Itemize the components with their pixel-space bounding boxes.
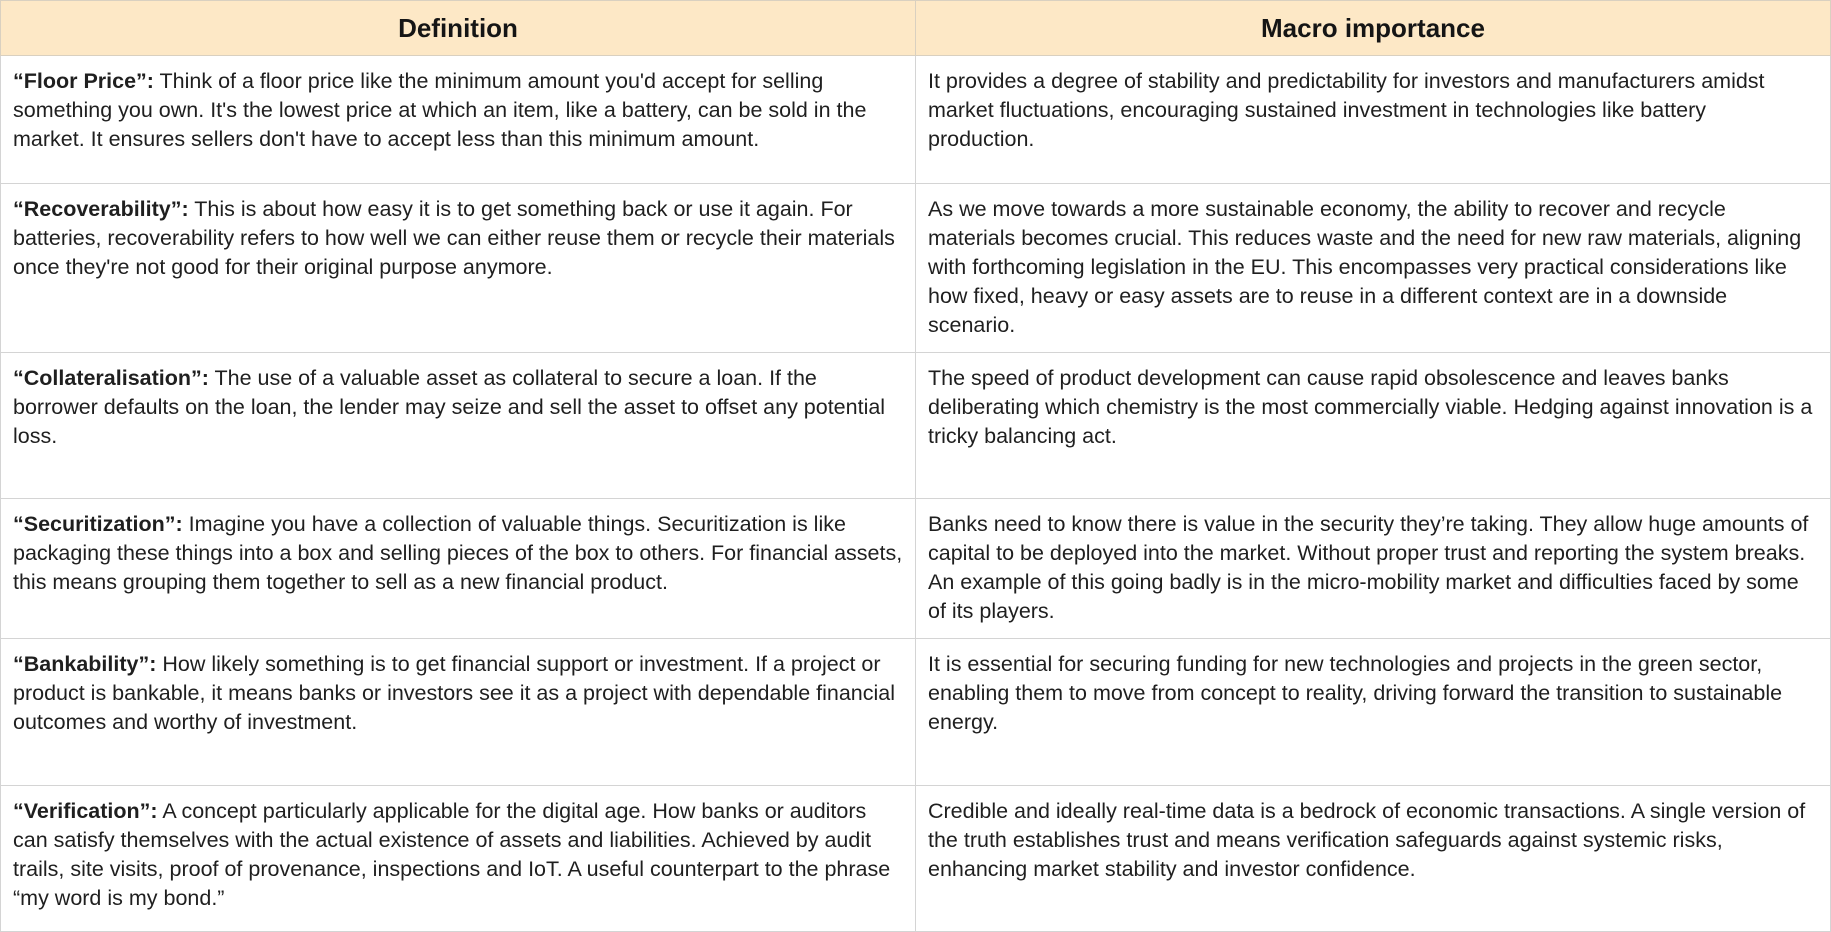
definition-cell [1,56,916,184]
definition-text: The use of a valuable asset as collateral to secure a loan. If the borrower defaults on the loan, the lender may seize and sell the asset to offset any potential loss. [13,366,886,448]
table-row [1,786,1831,932]
macro-importance-cell: Credible and ideally real-time data is a bedrock of economic transactions. A single version of the truth establishes trust and means verification safeguards against systemic risks, enhancing market stability and investor confidence. [916,786,1831,932]
definition-cell [1,786,916,932]
definition-cell [1,184,916,353]
term-label: “Recoverability”: [13,197,189,221]
definition-cell [1,499,916,639]
header-row [1,1,1831,56]
definition-cell [1,353,916,499]
definition-text: This is about how easy it is to get something back or use it again. For batteries, recoverability refers to how well we can either reuse them or recycle their materials once they're not good for their original purpose anymore. [13,197,895,279]
term-label: “Securitization”: [13,512,183,536]
definition-cell [1,639,916,786]
header-macro-importance: Macro importance [916,1,1831,56]
header-definition: Definition [1,1,916,56]
definition-text: A concept particularly applicable for the digital age. How banks or auditors can satisfy themselves with the actual existence of assets and liabilities. Achieved by audit trails, site visits, proof of provenance, inspections and IoT. A useful counterpart to the phrase “my word is my bond.” [13,799,891,910]
table-row [1,56,1831,184]
table-row [1,184,1831,353]
definition-text: Imagine you have a collection of valuable things. Securitization is like packaging these things into a box and selling pieces of the box to others. For financial assets, this means grouping them together to sell as a new financial product. [13,512,903,594]
macro-importance-cell: The speed of product development can cause rapid obsolescence and leaves banks deliberating which chemistry is the most commercially viable. Hedging against innovation is a tricky balancing act. [916,353,1831,499]
table-row [1,353,1831,499]
macro-importance-cell: Banks need to know there is value in the security they’re taking. They allow huge amounts of capital to be deployed into the market. Without proper trust and reporting the system breaks. An example of this going badly is in the micro-mobility market and difficulties faced by some of its players. [916,499,1831,639]
macro-importance-cell: As we move towards a more sustainable economy, the ability to recover and recycle materials becomes crucial. This reduces waste and the need for new raw materials, aligning with forthcoming legislation in the EU. This encompasses very practical considerations like how fixed, heavy or easy assets are to reuse in a different context are in a downside scenario. [916,184,1831,353]
term-label: “Floor Price”: [13,69,154,93]
macro-importance-cell: It provides a degree of stability and predictability for investors and manufacturers amidst market fluctuations, encouraging sustained investment in technologies like battery production. [916,56,1831,184]
definition-text: Think of a floor price like the minimum amount you'd accept for selling something you own. It's the lowest price at which an item, like a battery, can be sold in the market. It ensures sellers don't have to accept less than this minimum amount. [13,69,867,151]
definition-text: How likely something is to get financial support or investment. If a project or product is bankable, it means banks or investors see it as a project with dependable financial outcomes and worthy of investment. [13,652,896,734]
table-row [1,499,1831,639]
term-label: “Collateralisation”: [13,366,209,390]
macro-importance-cell: It is essential for securing funding for new technologies and projects in the green sector, enabling them to move from concept to reality, driving forward the transition to sustainable energy. [916,639,1831,786]
term-label: “Verification”: [13,799,158,823]
table-row [1,639,1831,786]
term-label: “Bankability”: [13,652,157,676]
